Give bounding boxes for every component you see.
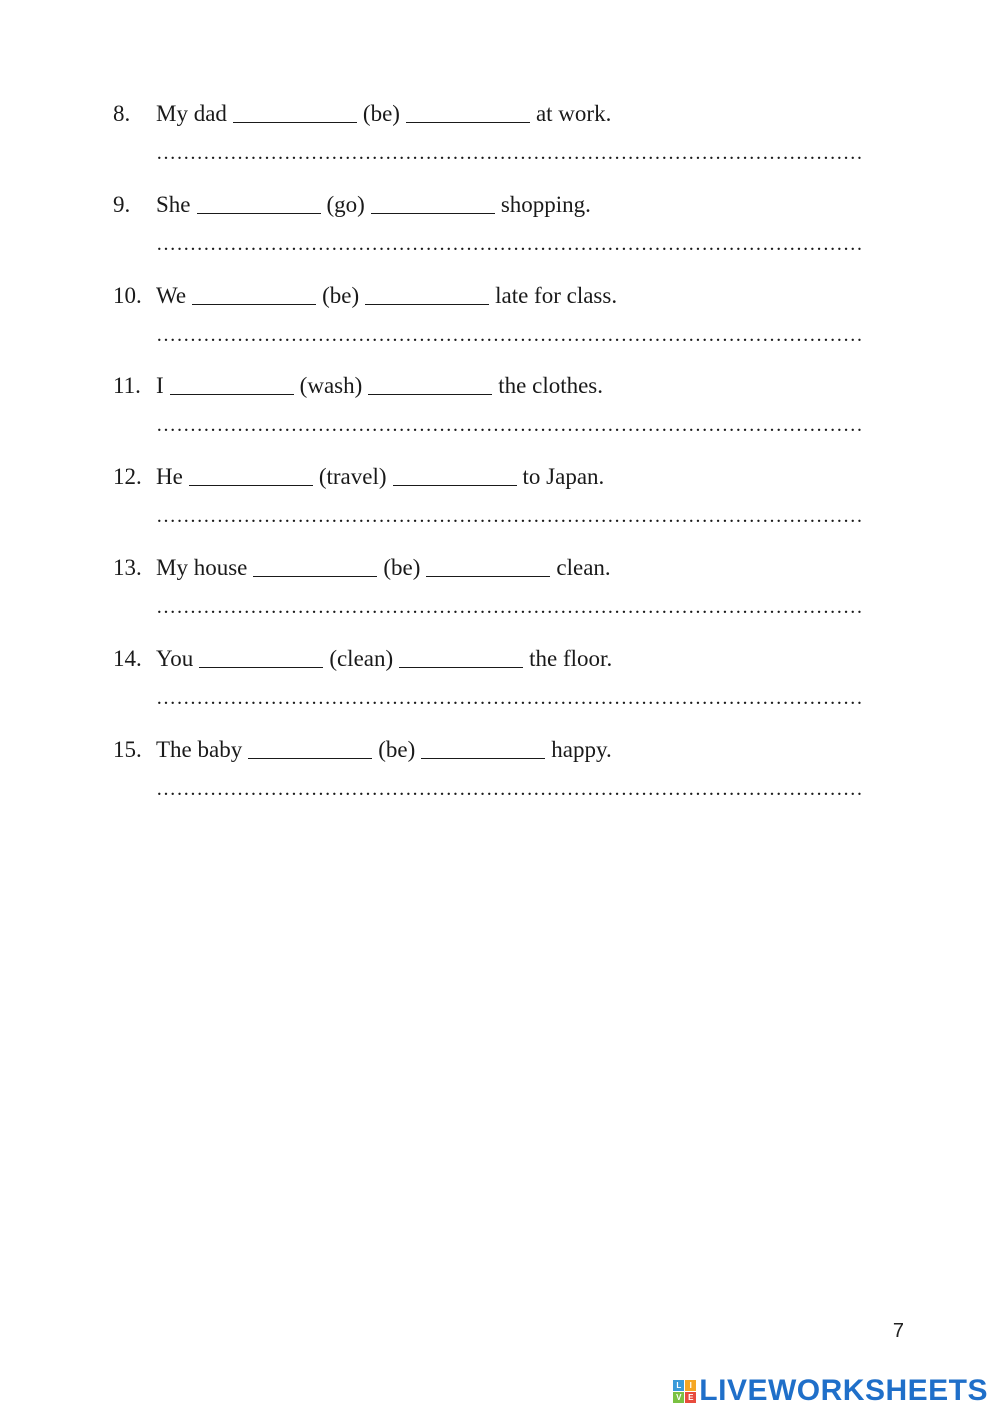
- answer-blank-1[interactable]: [197, 191, 321, 214]
- answer-blank-2[interactable]: [368, 372, 492, 395]
- logo-mark-v: V: [673, 1392, 684, 1403]
- question-subject: You: [156, 646, 194, 671]
- question-number: 14.: [113, 646, 142, 671]
- question-subject: She: [156, 192, 191, 217]
- answer-blank-2[interactable]: [393, 463, 517, 486]
- exercise-item-13: [113, 552, 913, 643]
- logo-mark-e: E: [685, 1392, 696, 1403]
- exercise-item-15: [113, 734, 913, 825]
- question-line: [113, 370, 603, 400]
- question-rest: the floor.: [529, 646, 613, 671]
- answer-blank-1[interactable]: [189, 463, 313, 486]
- answer-blank-2[interactable]: [421, 736, 545, 759]
- question-number: 8.: [113, 101, 131, 126]
- exercise-item-10: [113, 280, 913, 371]
- answer-line[interactable]: ……………………………………………………………………………………………: [156, 233, 863, 255]
- question-verb: (be): [378, 737, 416, 762]
- question-subject: He: [156, 464, 183, 489]
- answer-blank-1[interactable]: [170, 372, 294, 395]
- answer-blank-2[interactable]: [406, 100, 530, 123]
- question-number: 15.: [113, 737, 142, 762]
- question-line: [113, 280, 617, 310]
- answer-blank-1[interactable]: [253, 554, 377, 577]
- logo-mark-l: L: [673, 1380, 684, 1391]
- answer-blank-2[interactable]: [371, 191, 495, 214]
- liveworksheets-logo[interactable]: [673, 1374, 988, 1408]
- question-line: [113, 189, 591, 219]
- answer-line[interactable]: ……………………………………………………………………………………………: [156, 596, 863, 618]
- answer-blank-1[interactable]: [233, 100, 357, 123]
- logo-mark-i: I: [685, 1380, 696, 1391]
- answer-blank-2[interactable]: [365, 282, 489, 305]
- exercise-item-12: [113, 461, 913, 552]
- exercise-item-9: [113, 189, 913, 280]
- question-verb: (be): [383, 555, 421, 580]
- question-number: 12.: [113, 464, 142, 489]
- answer-line[interactable]: ……………………………………………………………………………………………: [156, 778, 863, 800]
- question-verb: (clean): [329, 646, 394, 671]
- question-number: 9.: [113, 192, 131, 217]
- exercise-item-11: [113, 370, 913, 461]
- question-subject: The baby: [156, 737, 243, 762]
- question-subject: My dad: [156, 101, 227, 126]
- question-verb: (be): [322, 283, 360, 308]
- exercise-item-14: [113, 643, 913, 734]
- question-subject: We: [156, 283, 187, 308]
- answer-line[interactable]: ……………………………………………………………………………………………: [156, 414, 863, 436]
- question-rest: happy.: [551, 737, 612, 762]
- question-number: 11.: [113, 373, 141, 398]
- answer-blank-1[interactable]: [199, 645, 323, 668]
- question-subject: I: [156, 373, 164, 398]
- question-verb: (go): [326, 192, 365, 217]
- answer-line[interactable]: ……………………………………………………………………………………………: [156, 687, 863, 709]
- question-number: 13.: [113, 555, 142, 580]
- answer-blank-2[interactable]: [426, 554, 550, 577]
- question-subject: My house: [156, 555, 248, 580]
- question-verb: (travel): [318, 464, 387, 489]
- logo-text: LIVEWORKSHEETS: [699, 1374, 988, 1407]
- question-line: [113, 643, 612, 673]
- question-rest: late for class.: [495, 283, 618, 308]
- question-rest: at work.: [535, 101, 612, 126]
- question-line: [113, 734, 612, 764]
- question-line: [113, 552, 611, 582]
- question-rest: clean.: [556, 555, 611, 580]
- page-number: 7: [892, 1320, 904, 1342]
- answer-blank-1[interactable]: [192, 282, 316, 305]
- logo-mark-icon: [673, 1380, 696, 1403]
- question-number: 10.: [113, 283, 142, 308]
- answer-blank-2[interactable]: [399, 645, 523, 668]
- question-verb: (wash): [299, 373, 363, 398]
- question-rest: the clothes.: [498, 373, 604, 398]
- question-verb: (be): [362, 101, 400, 126]
- question-line: [113, 461, 604, 491]
- question-line: [113, 98, 611, 128]
- question-rest: shopping.: [500, 192, 591, 217]
- answer-blank-1[interactable]: [248, 736, 372, 759]
- answer-line[interactable]: ……………………………………………………………………………………………: [156, 142, 863, 164]
- exercise-item-8: [113, 98, 913, 189]
- answer-line[interactable]: ……………………………………………………………………………………………: [156, 505, 863, 527]
- question-rest: to Japan.: [522, 464, 605, 489]
- answer-line[interactable]: ……………………………………………………………………………………………: [156, 324, 863, 346]
